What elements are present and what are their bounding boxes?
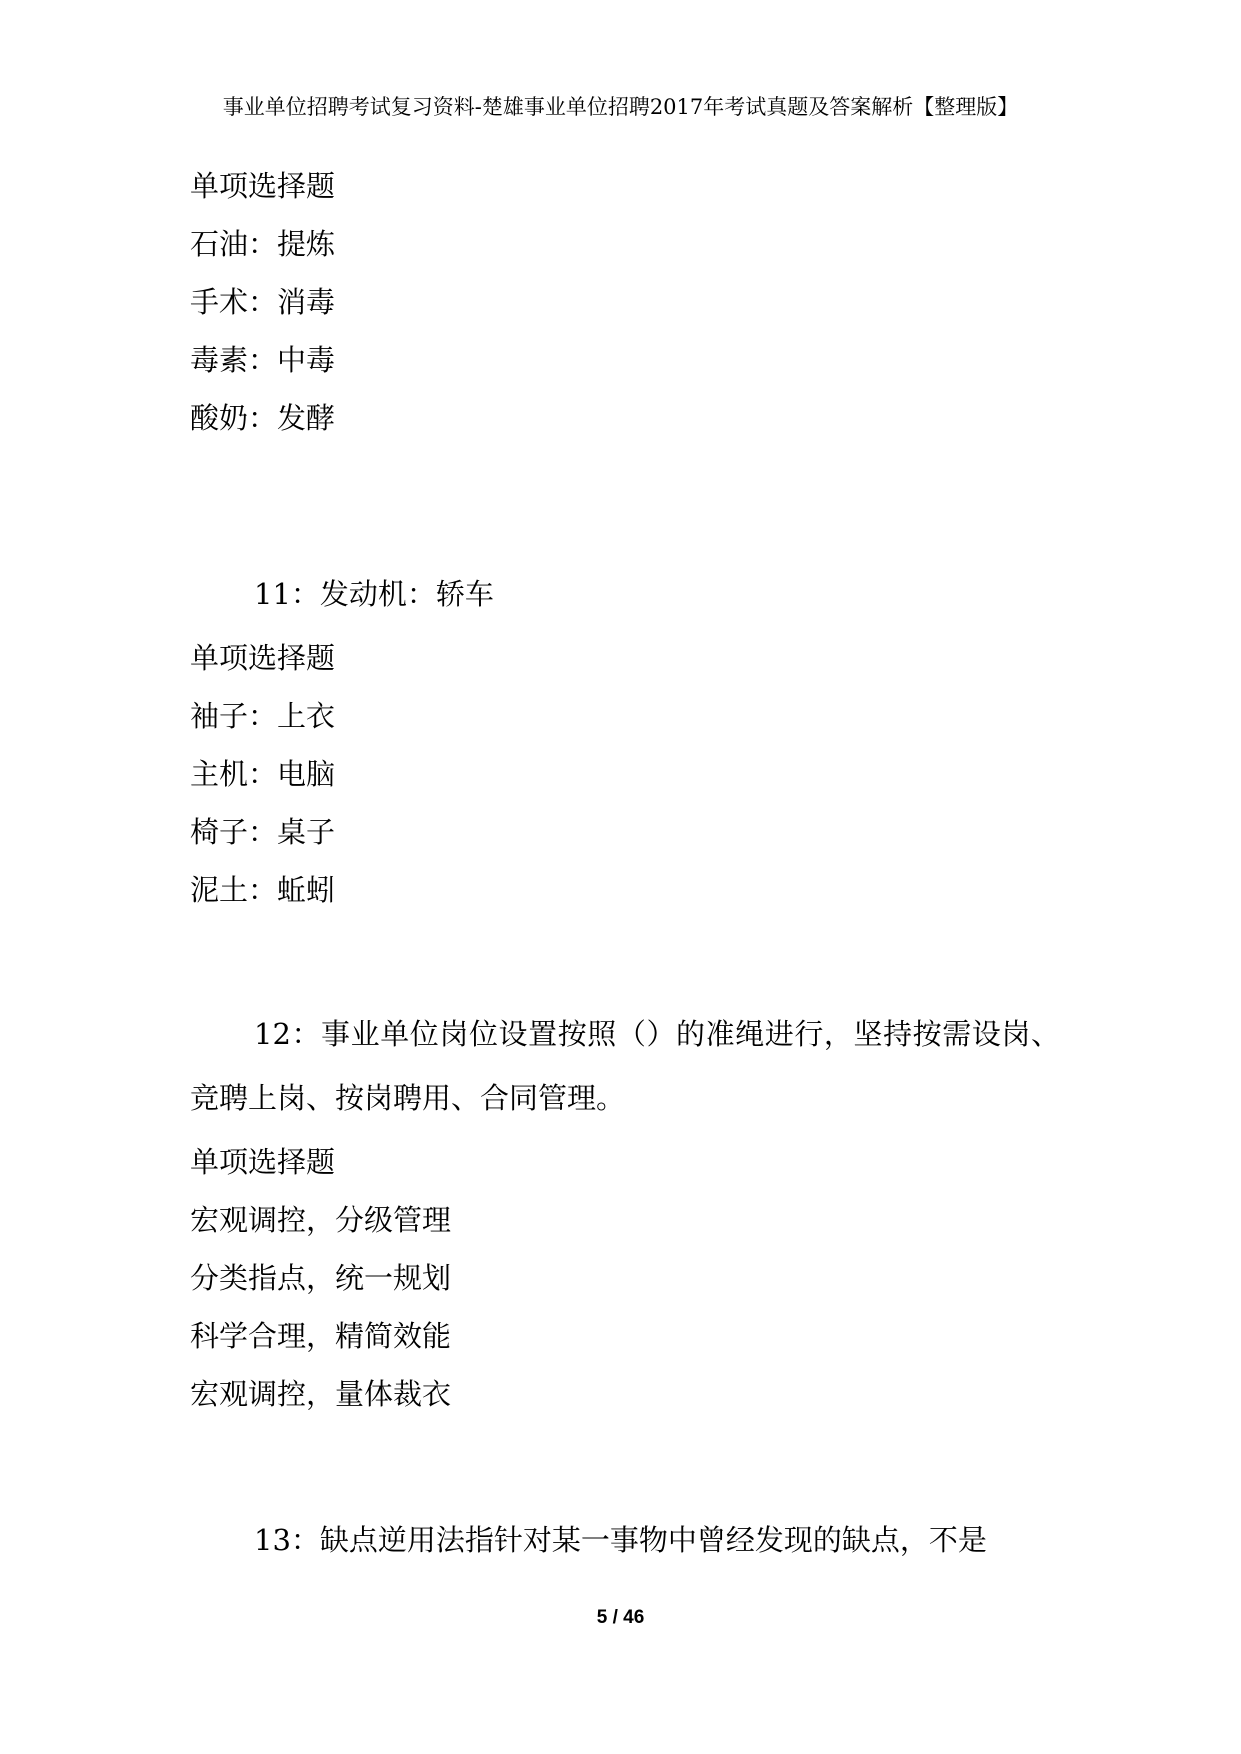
option-d: 酸奶：发酵 [190,401,336,435]
page-number: 5 / 46 [596,1607,645,1628]
option-a: 宏观调控，分级管理 [190,1203,452,1237]
option-d: 宏观调控，量体裁衣 [190,1377,452,1411]
question-type-label: 单项选择题 [190,641,336,675]
question-type-label: 单项选择题 [190,169,336,203]
option-b: 主机：电脑 [190,757,336,791]
option-c: 科学合理，精简效能 [190,1319,452,1353]
option-d: 泥土：蚯蚓 [190,873,336,907]
option-b: 手术：消毒 [190,285,336,319]
option-a: 石油：提炼 [190,227,336,261]
question-type-label: 单项选择题 [190,1145,336,1179]
question-11-stem: 11：发动机：轿车 [254,577,494,611]
option-c: 毒素：中毒 [190,343,336,377]
option-b: 分类指点，统一规划 [190,1261,452,1295]
option-c: 椅子：桌子 [190,815,336,849]
option-a: 袖子：上衣 [190,699,336,733]
question-12-stem: 12：事业单位岗位设置按照（）的准绳进行，坚持按需设岗、竞聘上岗、按岗聘用、合同管理。 [190,1017,1060,1115]
question-13-stem: 13：缺点逆用法指针对某一事物中曾经发现的缺点，不是 [254,1523,987,1557]
page-header: 事业单位招聘考试复习资料-楚雄事业单位招聘2017年考试真题及答案解析【整理版】 [222,95,1019,119]
